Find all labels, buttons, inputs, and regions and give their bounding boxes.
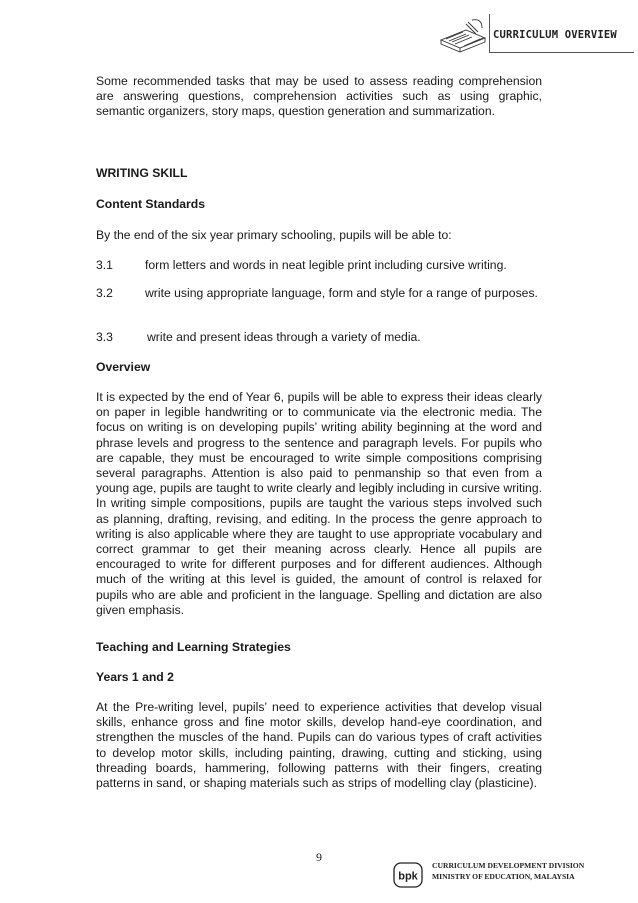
open-book-icon	[438, 18, 488, 54]
page-header	[438, 14, 628, 54]
overview-heading: Overview	[96, 360, 151, 374]
standard-number: 3.3	[96, 330, 113, 344]
years-heading-block	[96, 670, 542, 685]
bpk-logo	[392, 860, 424, 890]
standard-item	[96, 286, 542, 318]
strategies-heading-block	[96, 640, 542, 655]
standard-number: 3.1	[96, 258, 113, 272]
content-standards-heading-block	[96, 197, 542, 212]
overview-paragraph: It is expected by the end of Year 6, pupils will be able to express their ideas clearly on paper in legible handwriting or to communicate via the electronic media. The focus on writing is on developing pupils’ writing ability beginning at the word and phrase levels and progress to the sentence and paragraph levels. For pupils who are capable, they must be encouraged to write simple compositions comprising several paragraphs. Attention is also paid to penmanship so that even from a young age, pupils are taught to write clearly and legibly including in cursive writing. In writing simple compositions, pupils are taught the various steps involved such as planning, drafting, revising, and editing. In the process the genre approach to writing is also applicable where they are taught to use appropriate vocabulary and correct grammar to get their meaning across clearly. Hence all pupils are encouraged to write for different purposes and for different audiences. Although much of the writing at this level is guided, the amount of control is relaxed for pupils who are able and proficient in the language. Spelling and dictation are also given emphasis.	[96, 390, 542, 617]
page-number: 9	[316, 850, 322, 864]
division-footer	[432, 860, 584, 882]
header-divider-vertical	[489, 14, 490, 52]
lead-in-block	[96, 228, 542, 243]
division-line-1: CURRICULUM DEVELOPMENT DIVISION	[432, 861, 585, 870]
content-standards-heading: Content Standards	[96, 197, 206, 211]
writing-skill-heading-block	[96, 166, 542, 181]
standard-text: form letters and words in neat legible print including cursive writing.	[145, 258, 507, 272]
intro-paragraph: Some recommended tasks that may be used to assess reading comprehension are answering questions, comprehension activities such as using graphic, semantic organizers, story maps, question generation and summarization.	[96, 74, 542, 119]
standard-item	[96, 258, 542, 274]
strategies-heading: Teaching and Learning Strategies	[96, 640, 291, 654]
standard-number: 3.2	[96, 286, 113, 300]
division-line-2: MINISTRY OF EDUCATION, MALAYSIA	[432, 872, 575, 881]
years-paragraph: At the Pre-writing level, pupils’ need to experience activities that develop visual skills, enhance gross and fine motor skills, develop hand-eye coordination, and strengthen the muscles of the hand. Pupils can do various types of craft activities to develop motor skills, including painting, drawing, cutting and sticking, using threading boards, hammering, following patterns with their fingers, creating patterns in sand, or shaping materials such as strips of modelling clay (plasticine).	[96, 700, 542, 791]
standard-text: write and present ideas through a variety of media.	[147, 330, 421, 344]
standard-item	[96, 330, 542, 346]
header-divider-horizontal	[489, 52, 634, 53]
years-heading: Years 1 and 2	[96, 670, 174, 684]
lead-in-text: By the end of the six year primary schooling, pupils will be able to:	[96, 228, 452, 242]
standard-text: write using appropriate language, form and style for a range of purposes.	[145, 286, 538, 300]
main-content	[96, 74, 542, 120]
header-title: CURRICULUM OVERVIEW	[493, 29, 617, 41]
bpk-logo-text: bpk	[398, 870, 418, 883]
writing-skill-heading: WRITING SKILL	[96, 166, 188, 180]
overview-heading-block	[96, 360, 542, 375]
